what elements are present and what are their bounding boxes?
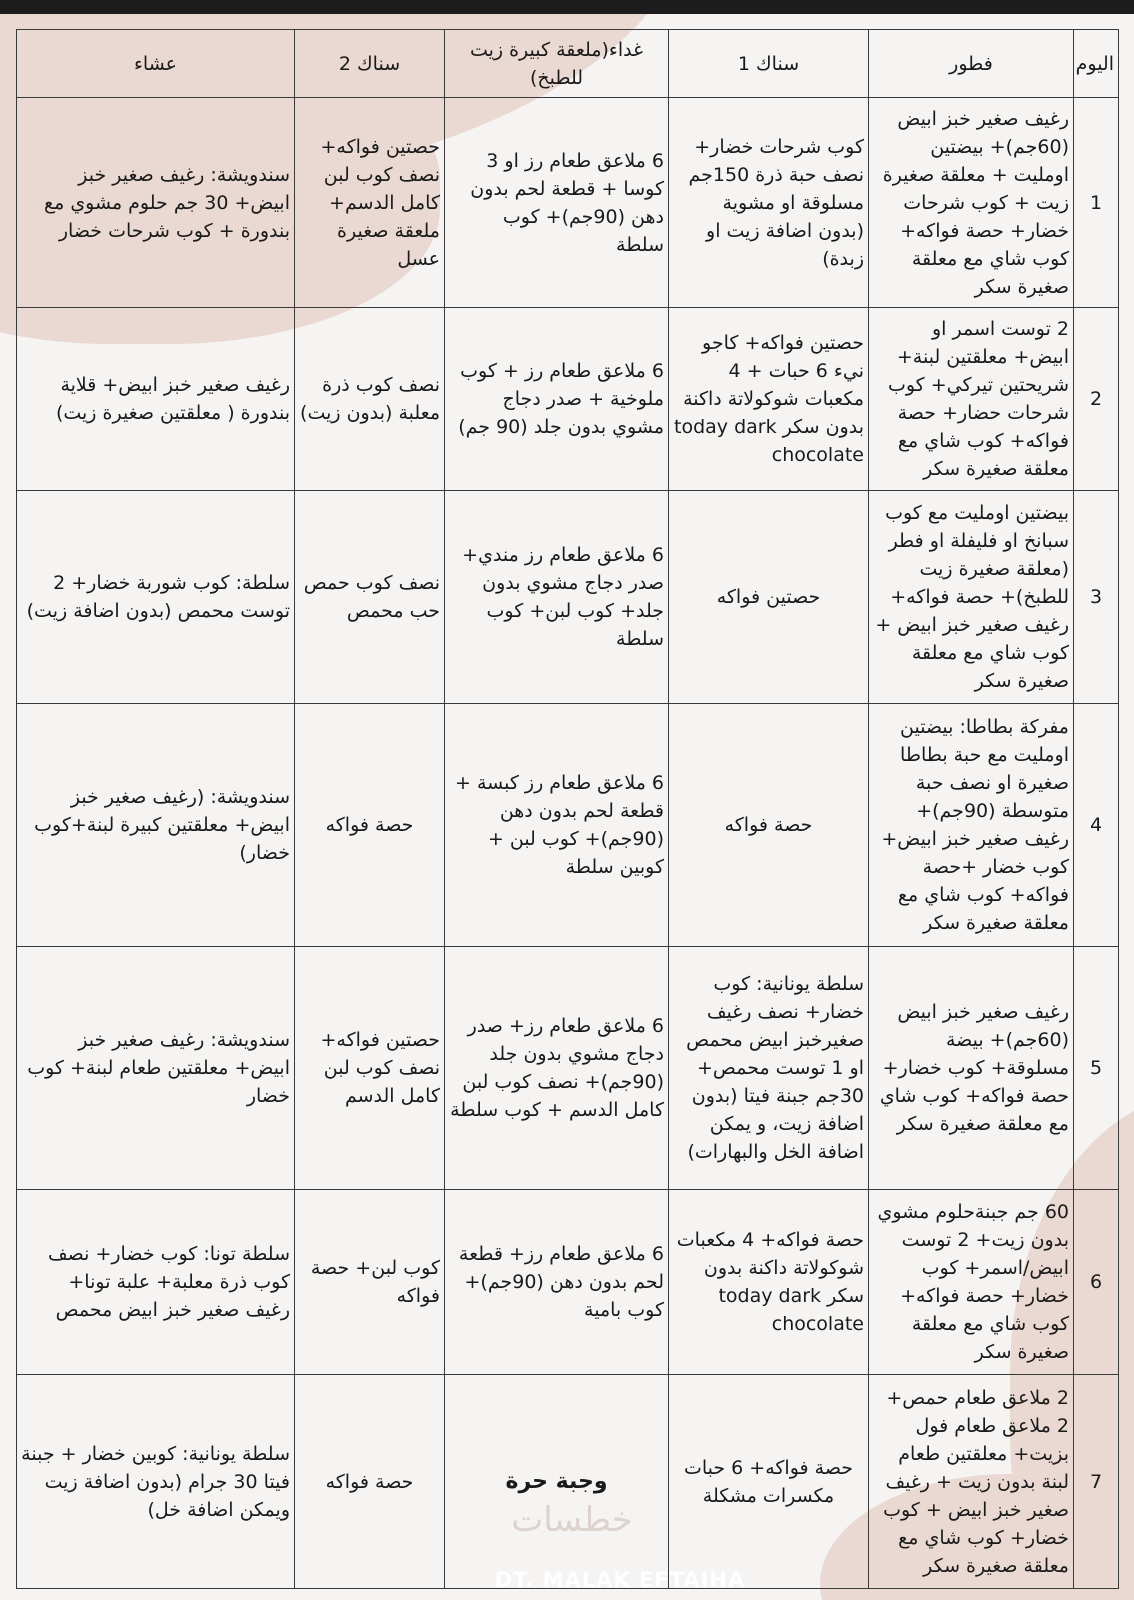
- table-row: [17, 491, 1119, 704]
- snack-2-cell: حصتين فواكه+ نصف كوب لبن كامل الدسم+ ملعقة صغيرة عسل: [295, 98, 445, 308]
- breakfast-cell: 2 ملاعق طعام حمص+ 2 ملاعق طعام فول بزيت+ معلقتين طعام لبنة بدون زيت + رغيف صغير خبز ابيض + كوب خضار+ كوب شاي مع معلقة صغيرة سكر: [869, 1375, 1074, 1589]
- snack-2-cell: كوب لبن+ حصة فواكه: [295, 1190, 445, 1375]
- breakfast-cell: بيضتين اومليت مع كوب سبانخ او فليفلة او فطر (معلقة صغيرة زيت للطبخ)+ حصة فواكه+ رغيف صغير خبز ابيض + كوب شاي مع معلقة صغيرة سكر: [869, 491, 1074, 704]
- header-snack-2: سناك 2: [295, 30, 445, 98]
- header-dinner: عشاء: [17, 30, 295, 98]
- snack-1-cell: حصة فواكه+ 6 حبات مكسرات مشكلة: [669, 1375, 869, 1589]
- table-row: [17, 308, 1119, 491]
- header-lunch: غداء(ملعقة كبيرة زيت للطبخ): [445, 30, 669, 98]
- breakfast-cell: رغيف صغير خبز ابيض (60جم)+ بيضتين اومليت + معلقة صغيرة زيت + كوب شرحات خضار+ حصة فواكه+ كوب شاي مع معلقة صغيرة سكر: [869, 98, 1074, 308]
- table-row: [17, 704, 1119, 947]
- dinner-cell: سندويشة: رغيف صغير خبز ابيض+ 30 جم حلوم مشوي مع بندورة + كوب شرحات خضار: [17, 98, 295, 308]
- table-row: [17, 1375, 1119, 1589]
- lunch-cell: 6 ملاعق طعام رز+ قطعة لحم بدون دهن (90جم)+ كوب بامية: [445, 1190, 669, 1375]
- watermark-author: DT. MALAK EFTAIHA: [494, 1568, 746, 1592]
- watermark-arabic-logo: خطسات: [511, 1500, 633, 1540]
- dinner-cell: سلطة: كوب شوربة خضار+ 2 توست محمص (بدون اضافة زيت): [17, 491, 295, 704]
- day-number: 5: [1074, 947, 1119, 1190]
- snack-1-cell: حصتين فواكه: [669, 491, 869, 704]
- dinner-cell: سلطة تونا: كوب خضار+ نصف كوب ذرة معلبة+ علبة تونا+ رغيف صغير خبز ابيض محمص: [17, 1190, 295, 1375]
- table-row: [17, 1190, 1119, 1375]
- dinner-cell: سندويشة: رغيف صغير خبز ابيض+ معلقتين طعام لبنة+ كوب خضار: [17, 947, 295, 1190]
- lunch-cell: 6 ملاعق طعام رز+ صدر دجاج مشوي بدون جلد (90جم)+ نصف كوب لبن كامل الدسم + كوب سلطة: [445, 947, 669, 1190]
- breakfast-cell: 60 جم جبنةحلوم مشوي بدون زيت+ 2 توست ابيض/اسمر+ كوب خضار+ حصة فواكه+ كوب شاي مع معلقة صغيرة سكر: [869, 1190, 1074, 1375]
- breakfast-cell: 2 توست اسمر او ابيض+ معلقتين لبنة+ شريحتين تيركي+ كوب شرحات حضار+ حصة فواكه+ كوب شاي مع معلقة صغيرة سكر: [869, 308, 1074, 491]
- day-number: 4: [1074, 704, 1119, 947]
- snack-2-cell: حصتين فواكه+ نصف كوب لبن كامل الدسم: [295, 947, 445, 1190]
- snack-2-cell: حصة فواكه: [295, 704, 445, 947]
- header-snack-1: سناك 1: [669, 30, 869, 98]
- table-row: [17, 98, 1119, 308]
- top-bar: [0, 0, 1134, 14]
- dinner-cell: سندويشة: (رغيف صغير خبز ابيض+ معلقتين كبيرة لبنة+كوب خضار): [17, 704, 295, 947]
- lunch-cell: 6 ملاعق طعام رز كبسة + قطعة لحم بدون دهن (90جم)+ كوب لبن + كوبين سلطة: [445, 704, 669, 947]
- snack-1-cell: حصة فواكه+ 4 مكعبات شوكولاتة داكنة بدون سكر today dark chocolate: [669, 1190, 869, 1375]
- table-row: [17, 947, 1119, 1190]
- snack-2-cell: نصف كوب ذرة معلبة (بدون زيت): [295, 308, 445, 491]
- snack-1-cell: كوب شرحات خضار+ نصف حبة ذرة 150جم مسلوقة او مشوية (بدون اضافة زيت او زبدة): [669, 98, 869, 308]
- snack-1-cell: حصة فواكه: [669, 704, 869, 947]
- dinner-cell: سلطة يونانية: كوبين خضار + جبنة فيتا 30 جرام (بدون اضافة زيت ويمكن اضافة خل): [17, 1375, 295, 1589]
- snack-1-cell: سلطة يونانية: كوب خضار+ نصف رغيف صغيرخبز ابيض محمص او 1 توست محمص+ 30جم جبنة فيتا (بدون اضافة زيت، و يمكن اضافة الخل والبهارات): [669, 947, 869, 1190]
- lunch-cell: 6 ملاعق طعام رز + كوب ملوخية + صدر دجاج مشوي بدون جلد (90 جم): [445, 308, 669, 491]
- breakfast-cell: رغيف صغير خبز ابيض (60جم)+ بيضة مسلوقة+ كوب خضار+ حصة فواكه+ كوب شاي مع معلقة صغيرة سكر: [869, 947, 1074, 1190]
- snack-2-cell: نصف كوب حمص حب محمص: [295, 491, 445, 704]
- header-breakfast: فطور: [869, 30, 1074, 98]
- snack-1-cell: حصتين فواكه+ كاجو نيء 6 حبات + 4 مكعبات شوكولاتة داكنة بدون سكر today dark chocolate: [669, 308, 869, 491]
- breakfast-cell: مفركة بطاطا: بيضتين اومليت مع حبة بطاطا صغيرة او نصف حبة متوسطة (90جم)+ رغيف صغير خبز ابيض+ كوب خضار +حصة فواكه+ كوب شاي مع معلقة صغيرة سكر: [869, 704, 1074, 947]
- lunch-cell: 6 ملاعق طعام رز مندي+ صدر دجاج مشوي بدون جلد+ كوب لبن+ كوب سلطة: [445, 491, 669, 704]
- day-number: 3: [1074, 491, 1119, 704]
- snack-2-cell: حصة فواكه: [295, 1375, 445, 1589]
- header-row: [17, 30, 1119, 98]
- header-day: اليوم: [1074, 30, 1119, 98]
- day-number: 2: [1074, 308, 1119, 491]
- day-number: 6: [1074, 1190, 1119, 1375]
- dinner-cell: رغيف صغير خبز ابيض+ قلاية بندورة ( معلقتين صغيرة زيت): [17, 308, 295, 491]
- day-number: 1: [1074, 98, 1119, 308]
- free-meal-cell: وجبة حرة: [445, 1375, 669, 1589]
- day-number: 7: [1074, 1375, 1119, 1589]
- lunch-cell: 6 ملاعق طعام رز او 3 كوسا + قطعة لحم بدون دهن (90جم)+ كوب سلطة: [445, 98, 669, 308]
- meal-plan-table: [16, 29, 1119, 1589]
